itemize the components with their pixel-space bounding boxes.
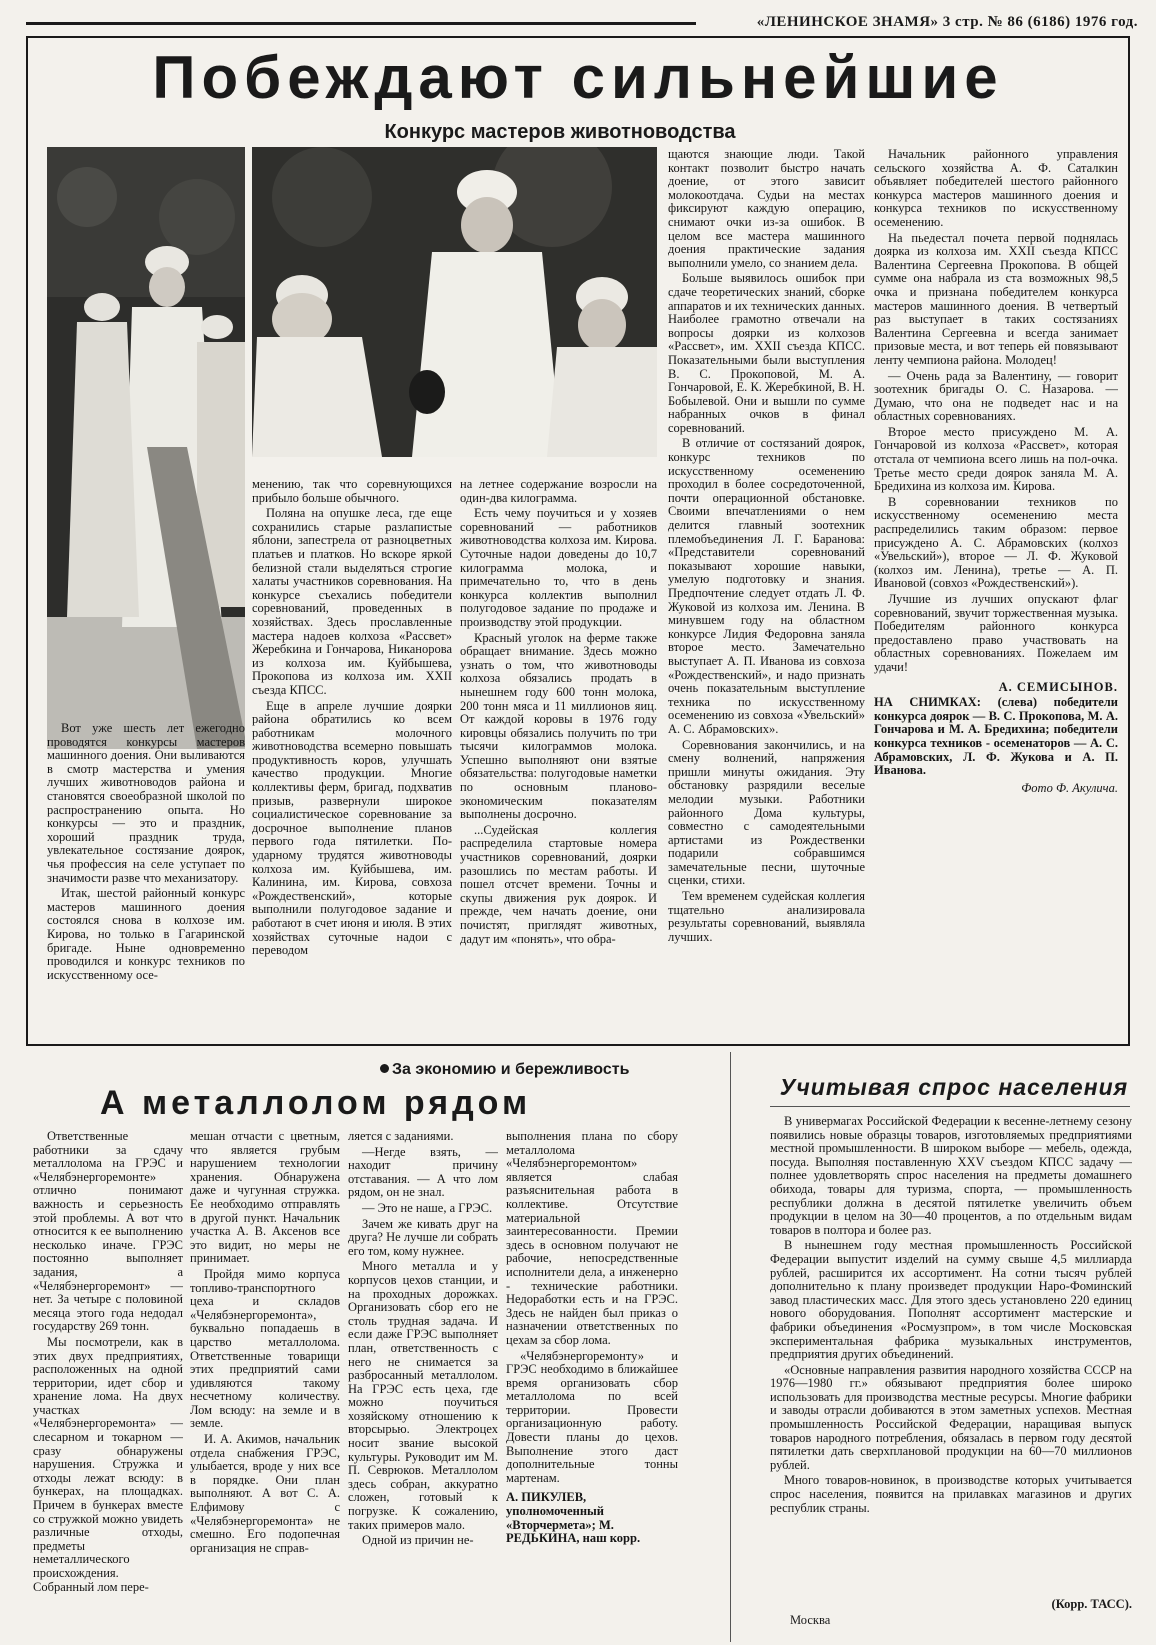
article1-column-2 [252,478,452,1040]
article2-col3-paragraph: Зачем же кивать друг на друга? Не лучше ли собрать его том, кому нужнее. [348,1216,498,1258]
article1-col4-paragraph: Соревнования закончились, и на смену волнений, напряжения пришли минуты ожидания. Эту обстановку разрядили веселые мелодии музыки. Работники районного Дома культуры, совместно с самодеятельными артистами из Рождественки подарили собравшимся замечательные песни, шуточные сценки, стихи. [668,737,865,888]
article2-col2-paragraph: мешан отчасти с цветным, что является грубым нарушением технологии хранения. Обнаружена даже и чугунная стружка. Ее необходимо отправлять в другой пункт. Начальник участка А. В. Аксенов все это видит, но меры не принимает. [190,1130,340,1266]
article3-headline: Учитывая спрос населения [779,1074,1129,1100]
column-divider [730,1052,731,1642]
article1-col1-paragraph: Вот уже шесть лет ежегодно проводятся конкурсы мастеров машинного доения. Они выливаются в смотр мастерства и умения лучших животноводов района и становятся своеобразной школой по распространению опыта. Но конкурсы — это и праздник, хороший праздник труда, увлекательное состязание доярок, чья профессия на селе уступает по значимости разве что механизатору. [47,722,245,885]
article3-paragraph: В нынешнем году местная промышленность Российской Федерации выпустит изделий на сумму свыше 4,5 миллиарда рублей, расширится их ассортимент. На сотни тысяч рублей дополнительно к плану произведет продукции Наро-Фоминский завод пластических масс. Для этого здесь установлено 220 единиц нового оборудования. Пополнят ассортимент мастерские и фабрики объединения «Росмузпром», в том числе Московская экспериментальная фабрика музыкальных инструментов, предприятия других объединений. [770,1238,1132,1362]
article2-column-4 [506,1130,678,1640]
article1-col2-paragraph: менению, так что соревнующихся прибыло больше обычного. [252,478,452,505]
photo-caption: НА СНИМКАХ: (слева) победители конкурса доярок — В. С. Прокопова, М. А. Гончарова и М. А. Бредихина; победители конкурса техников - осеменаторов — А. С. Абрамовских, Л. Ф. Жукова и А. П. Иванова. [874,695,1118,778]
article2-column-3 [348,1130,498,1640]
article2-signature: А. ПИКУЛЕВ, уполномоченный «Вторчермета»; М. РЕДЬКИНА, наш корр. [506,1490,641,1546]
article2-headline: А металлолом рядом [100,1084,532,1122]
article1-col5-paragraph: Второе место присуждено М. А. Гончаровой из колхоза «Рассвет», которая отстала от чемпиона всего лишь на пол-очка. Третье место среди доярок заняла М. А. Бредихина из колхоза им. Кирова. [874,424,1118,494]
photo-milkmaids-right [252,147,657,457]
article1-col3-paragraph: на летнее содержание возросли на один-два килограмма. [460,478,657,505]
article1-col4-paragraph: щаются знающие люди. Такой контакт позволит быстро начать доение, от этого зависит молокоотдача. Судьи на местах фиксируют каждую операцию, снимают очки из-за ошибок. В целом все мастера машинного доения практические задания выполнили умело, со знанием дела. [668,148,865,270]
article2-col2-paragraph: И. А. Акимов, начальник отдела снабжения ГРЭС, улыбается, вроде у них все в порядке. Они план выполняют. А вот С. А. Елфимову с «Челябэнергоремонта» не смешно. Его подопечная организация не справ- [190,1432,340,1555]
article1-col5-paragraph: — Очень рада за Валентину, — говорит зоотехник бригады О. С. Назарова. — Думаю, что она не подведет нас и на областных соревнованиях. [874,368,1118,424]
article1-col1-paragraph: Итак, шестой районный конкурс мастеров машинного доения состоялся снова в колхозе им. Кирова, но только в Гагаринской бригаде. Ныне одновременно проводился и конкурс техников по искусственному осе- [47,886,245,982]
article3-paragraph: Много товаров-новинок, в производстве которых учитывается спрос населения, появится на прилавках магазинов и других республик страны. [770,1473,1132,1515]
article2-col1-paragraph: Мы посмотрели, как в этих двух предприятиях, расположенных на одной территории, идет сбор и хранение лома. На двух участках «Челябэнергоремонта» — слесарном и токарном — сразу обнаружены нарушения. Стружка и отходы лежат всюду: в бункерах, на площадках. Причем в бункерах вместе со стружкой можно увидеть различные отходы, предметы неметаллического происхождения. Собранный лом пере- [33,1334,183,1594]
article3-credit: (Корр. ТАСС). [1051,1597,1132,1611]
article1-column-4 [668,148,865,1040]
article1-col2-paragraph: Еще в апреле лучшие доярки района обратились ко всем работникам молочного животноводства всемерно повышать продуктивность коров, улучшать качество продукции. Многие коллективы ферм, бригад, подхватив призыв, развернули широкое социалистическое соревнование за досрочное выполнение планов первого года пятилетки. По-ударному трудятся животноводы колхоза им. Куйбышева, им. Калинина, им. Кирова, совхоза «Рождественский», которые выполнили полугодовое задание и работают в счет июня и июля. В этих хозяйствах суточные надои с переводом [252,698,452,958]
photo-credit: Фото Ф. Акулича. [1021,780,1118,795]
article1-column-5 [874,148,1118,1040]
frame-right [1128,36,1130,1046]
masthead-rule [26,22,696,25]
article1-col4-paragraph: Тем временем судейская коллегия тщательно анализировала результаты соревнований, выявляла лучших. [668,889,865,944]
article2-col3-paragraph: Одной из причин не- [362,1533,474,1548]
frame-left [26,36,28,1046]
article2-col2-paragraph: Пройдя мимо корпуса топливо-транспортного цеха и складов «Челябэнергоремонта», буквально попадаешь в царство металлолома. Ответственные товарищи этих предприятий сами удивляются такому несчетному количеству. Лом всюду: на земле и в земле. [190,1266,340,1431]
article2-column-1 [33,1130,183,1640]
article-subhead: Конкурс мастеров животноводства [384,121,736,143]
article2-rubric: За экономию и бережливость [392,1061,630,1078]
article1-col4-paragraph: В отличие от состязаний доярок, конкурс техников по искусственному осеменению проходил в более сосредоточенной, почти операционной обстановке. Своими впечатлениями о нем делится главный зоотехник племобъединения Л. Г. Баранова: «Представители соревнований показывают хорошие навыки, умелую подготовку и знания. Предпочтение следует отдать Л. Ф. Жуковой из колхоза им. Ленина. В минувшем году на областном конкурсе Лидия Федоровна заняла второе место. Замечательно выступает А. П. Иванова из совхоза «Рождественский», и надо признать очень показательным выступление техника по искусственному осеменению из совхоза «Увельский» А. С. Абрамовских». [668,436,865,736]
article1-col3-paragraph: ...Судейская коллегия распределила стартовые номера участников соревнований, доярки разошлись по местам работы. И пошел отсчет времени. Точны и скупы движения рук доярок. И прежде, чем начать доение, они почистят, приглядят животных, дадут им «понять», что обра- [460,822,657,946]
article2-col3-paragraph: —Негде взять, — находит причину отставания. — А что лом рядом, он не знал. [348,1144,498,1200]
article2-col1-paragraph: Ответственные работники за сдачу металлолома на ГРЭС и «Челябэнергоремонте» отлично понимают важность и серьезность этой проблемы. А вот что относится к ее выполнению несколько иначе. ГРЭС постоянно выполняет задания, а «Челябэнергоремонт» — нет. За четыре с половиной месяца этого года недодал государству 269 тонн. [33,1130,183,1334]
article1-col5-paragraph: В соревновании техников по искусственному осеменению места распределились таким образом: первое присуждено А. С. Абрамовских (колхоз «Увельский»), второе — Л. Ф. Жуковой (колхоз им. Ленина), третье — А. П. Ивановой (совхоз «Рождественский»). [874,494,1118,591]
rubric-bullet-icon [380,1064,389,1073]
article2-col3-paragraph: Много металла и у корпусов цехов станции, и на проходных дорожках. Организовать сбор его не столь трудная задача. И если даже ГРЭС выполняет план, ответственность с него не снимается за разбросанный металлолом. На ГРЭС есть цеха, где можно поучиться хозяйскому отношению к вторсырью. Электроцех носит звание высокой культуры. Руководит им М. П. Севрюков. Металлолом здесь собран, аккуратно сложен, готовый к погрузке. К сожалению, таких примеров мало. [348,1259,498,1532]
article1-col2-paragraph: Поляна на опушке леса, где еще сохранились старые разлапистые яблони, запестрела от разноцветных платьев и платков. Но вскоре яркой белизной стали выделяться строгие халаты участников соревнования. На конкурсе съехались победители соревнований, проведенных в хозяйствах. Здесь прославленные мастера надоев колхоза «Рассвет» Жеребкина и Гончарова, Никанорова из колхоза им. Куйбышева, Прокопова из колхоза им. XXII съезда КПСС. [252,506,452,697]
article2-col4-paragraph: выполнения плана по сбору металлолома «Челябэнергоремонтом» является слабая разъяснительная работа в коллективе. Отсутствие материальной заинтересованности. Премии здесь в основном получают не рабочие, непосредственные исполнители дела, а инженерно - технические работники. Недоработки есть и на ГРЭС. Здесь не найден был приказ о назначении ответственных по цехам за сбор лома. [506,1130,678,1347]
article1-col3-paragraph: Есть чему поучиться и у хозяев соревнований — работников животноводства колхоза им. Кирова. Суточные надои доведены до 10,7 килограмма молока, и примечательно то, что в день конкурса коллектив выполнил полугодовое задание по продаже и производству этой продукции. [460,506,657,629]
article1-col5-paragraph: На пьедестал почета первой поднялась доярка из колхоза им. XXII съезда КПСС Валентина Сергеевна Прокопова. В общей сумме она набрала из ста возможных 98,5 очка и признана победителем конкурса мастеров машинного доения. В четвертый раз выступает в таких состязаниях Валентина Сергеевна и всегда занимает призовые места, и вот теперь ей повязывают ленту чемпиона района. Молодец! [874,230,1118,367]
article3-column [770,1115,1132,1595]
article-headline: Побеждают сильнейшие [152,44,1004,111]
article2-col4-paragraph: «Челябэнергоремонту» и ГРЭС необходимо в ближайшее время организовать сбор металлолома по всей территории. Провести организационную работу. Довести планы до цехов. Выполнение этого даст дополнительные тонны мартенам. [506,1348,678,1485]
frame-top [26,36,1130,38]
article3-dateline: Москва [790,1613,831,1627]
photo-milkmaids-left [47,147,245,749]
article2-col3-paragraph: ляется с заданиями. [348,1130,454,1143]
article1-col5-paragraph: Начальник районного управления сельского хозяйства А. Ф. Саталкин объявляет победителей шестого районного конкурса мастеров машинного доения и конкурса техников по искусственному осеменению. [874,148,1118,229]
article1-column-3 [460,478,657,1040]
article1-column-1 [47,722,245,1040]
article2-column-2 [190,1130,340,1640]
article1-col3-paragraph: Красный уголок на ферме также обращает внимание. Здесь можно узнать о том, что животноводы колхоза обязались продать в нынешнем году 600 тонн молока, 200 тонн мяса и 11 миллионов яиц. От каждой коровы в 1976 году кировцы обязались получить по три тысячи килограммов молока. Успешно выполняют они взятые обязательства: полугодовые наметки по основным планово-экономическим показателям выполнены досрочно. [460,630,657,822]
article2-col3-paragraph: — Это не наше, а ГРЭС. [362,1200,493,1215]
article3-headline-rule [770,1106,1130,1107]
frame-bottom [26,1044,1130,1046]
article1-signature: А. СЕМИСЫНОВ. [998,679,1118,694]
masthead: «ЛЕНИНСКОЕ ЗНАМЯ» 3 стр. № 86 (6186) 1976 год. [756,14,1138,30]
article3-paragraph: В универмагах Российской Федерации к весенне-летнему сезону появились новые образцы товаров, изготовляемых предприятиями местной промышленности. В широком выборе — мебель, одежда, посуда. Выполняя поставленную XXV съездом КПСС задачу — полнее удовлетворять спрос населения на предметы домашнего обихода, товары для туризма, спорта, — промышленность республики должна в десятой пятилетке увеличить объем продукции в целом на 30—40 процентов, а по отдельным видам товаров в полтора и более раз. [770,1115,1132,1237]
article1-col4-paragraph: Больше выявилось ошибок при сдаче теоретических знаний, сборке аппаратов и их технических данных. Наиболее грамотно отвечали на вопросы доярки из колхозов «Рассвет», им. XXII съезда КПСС. Показательными были выступления В. С. Прокоповой, М. А. Гончаровой, Е. К. Жеребкиной, В. Н. Бобылевой. Они и вышли по сумме набранных очков в финал соревнований. [668,271,865,435]
article1-col5-paragraph: Лучшие из лучших опускают флаг соревнований, звучит торжественная музыка. Победителям районного конкурса предоставлено право участвовать на областных соревнованиях. Пожелаем им удачи! [874,592,1118,674]
article3-paragraph: «Основные направления развития народного хозяйства СССР на 1976—1980 гг.» обязывают предприятия более широко использовать для производства местные ресурсы. Многие фабрики и заводы отрасли добиваются в этом заметных успехов. Местная промышленность Российской Федерации, наращивая выпуск товаров народного потребления, обязалась в первом году десятой пятилетки дать сверхплановой продукции на 60—70 миллионов рублей. [770,1362,1132,1472]
